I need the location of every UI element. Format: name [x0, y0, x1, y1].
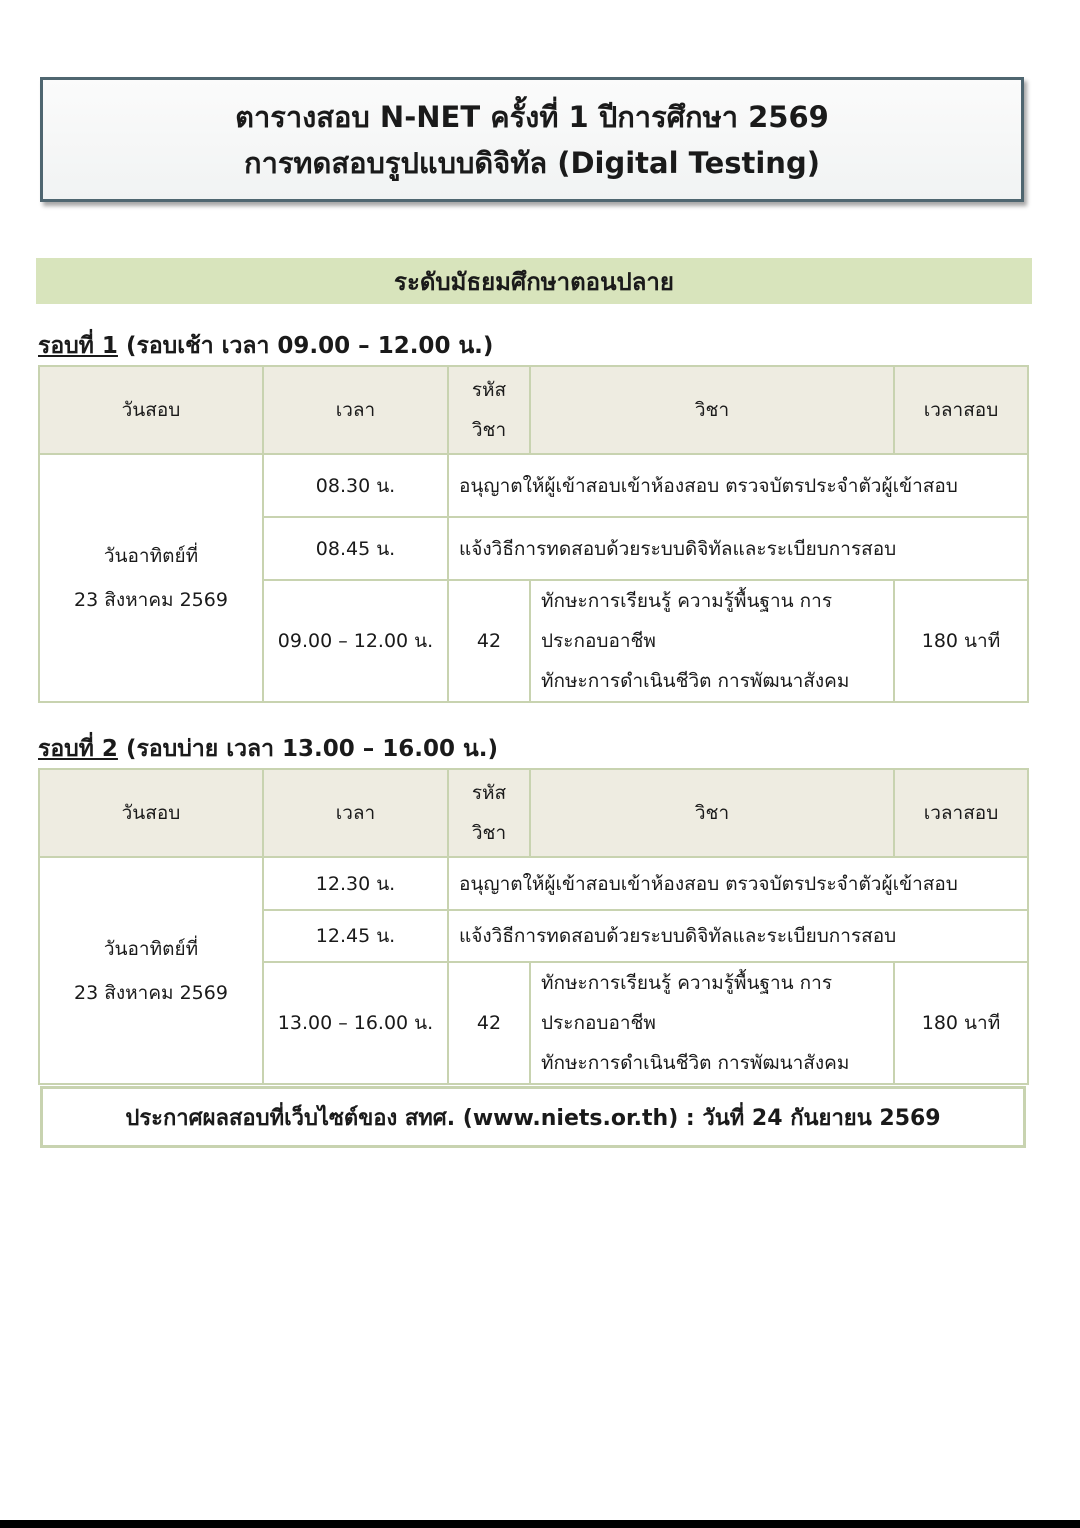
header-time: เวลา: [263, 769, 448, 857]
time-cell: 08.45 น.: [263, 517, 448, 580]
round-1-heading: [38, 328, 493, 364]
subject-code-cell: 42: [448, 962, 530, 1084]
table-row: [39, 857, 1028, 910]
subject-cell: ทักษะการเรียนรู้ ความรู้พื้นฐาน การประกอบอาชีพ ทักษะการดำเนินชีวิต การพัฒนาสังคม: [530, 962, 894, 1084]
time-cell: 08.30 น.: [263, 454, 448, 517]
time-cell: 12.45 น.: [263, 910, 448, 962]
header-time: เวลา: [263, 366, 448, 454]
round-1-table: [38, 365, 1029, 703]
table-row: [39, 454, 1028, 517]
round-1-label: รอบที่ 1: [38, 333, 118, 359]
duration-cell: 180 นาที: [894, 580, 1028, 702]
education-level-banner: ระดับมัธยมศึกษาตอนปลาย: [36, 258, 1032, 304]
header-duration: เวลาสอบ: [894, 769, 1028, 857]
time-cell: 12.30 น.: [263, 857, 448, 910]
results-announcement: ประกาศผลสอบที่เว็บไซต์ของ สทศ. (www.niets.or.th) : วันที่ 24 กันยายน 2569: [40, 1086, 1026, 1148]
exam-time-cell: 13.00 – 16.00 น.: [263, 962, 448, 1084]
page-subtitle: การทดสอบรูปแบบดิจิทัล (Digital Testing): [244, 145, 820, 180]
table-header-row: [39, 366, 1028, 454]
header-day: วันสอบ: [39, 366, 263, 454]
exam-time-cell: 09.00 – 12.00 น.: [263, 580, 448, 702]
table-header-row: [39, 769, 1028, 857]
subject-cell: ทักษะการเรียนรู้ ความรู้พื้นฐาน การประกอบอาชีพ ทักษะการดำเนินชีวิต การพัฒนาสังคม: [530, 580, 894, 702]
instruction-cell: แจ้งวิธีการทดสอบด้วยระบบดิจิทัลและระเบียบการสอบ: [448, 517, 1028, 580]
exam-day-cell: วันอาทิตย์ที่ 23 สิงหาคม 2569: [39, 857, 263, 1084]
page-title: ตารางสอบ N-NET ครั้งที่ 1 ปีการศึกษา 2569: [235, 99, 829, 134]
header-subject: วิชา: [530, 366, 894, 454]
instruction-cell: แจ้งวิธีการทดสอบด้วยระบบดิจิทัลและระเบียบการสอบ: [448, 910, 1028, 962]
header-subject: วิชา: [530, 769, 894, 857]
round-2-detail: (รอบบ่าย เวลา 13.00 – 16.00 น.): [117, 736, 499, 762]
header-duration: เวลาสอบ: [894, 366, 1028, 454]
header-day: วันสอบ: [39, 769, 263, 857]
title-box: [40, 77, 1024, 202]
bottom-border: [0, 1520, 1080, 1528]
round-2-label: รอบที่ 2: [38, 736, 118, 762]
header-code: รหัส วิชา: [448, 769, 530, 857]
instruction-cell: อนุญาตให้ผู้เข้าสอบเข้าห้องสอบ ตรวจบัตรประจำตัวผู้เข้าสอบ: [448, 857, 1028, 910]
round-2-heading: [38, 731, 498, 767]
subject-code-cell: 42: [448, 580, 530, 702]
header-code: รหัส วิชา: [448, 366, 530, 454]
exam-day-cell: วันอาทิตย์ที่ 23 สิงหาคม 2569: [39, 454, 263, 702]
round-2-table: [38, 768, 1029, 1085]
duration-cell: 180 นาที: [894, 962, 1028, 1084]
instruction-cell: อนุญาตให้ผู้เข้าสอบเข้าห้องสอบ ตรวจบัตรประจำตัวผู้เข้าสอบ: [448, 454, 1028, 517]
round-1-detail: (รอบเช้า เวลา 09.00 – 12.00 น.): [117, 333, 494, 359]
